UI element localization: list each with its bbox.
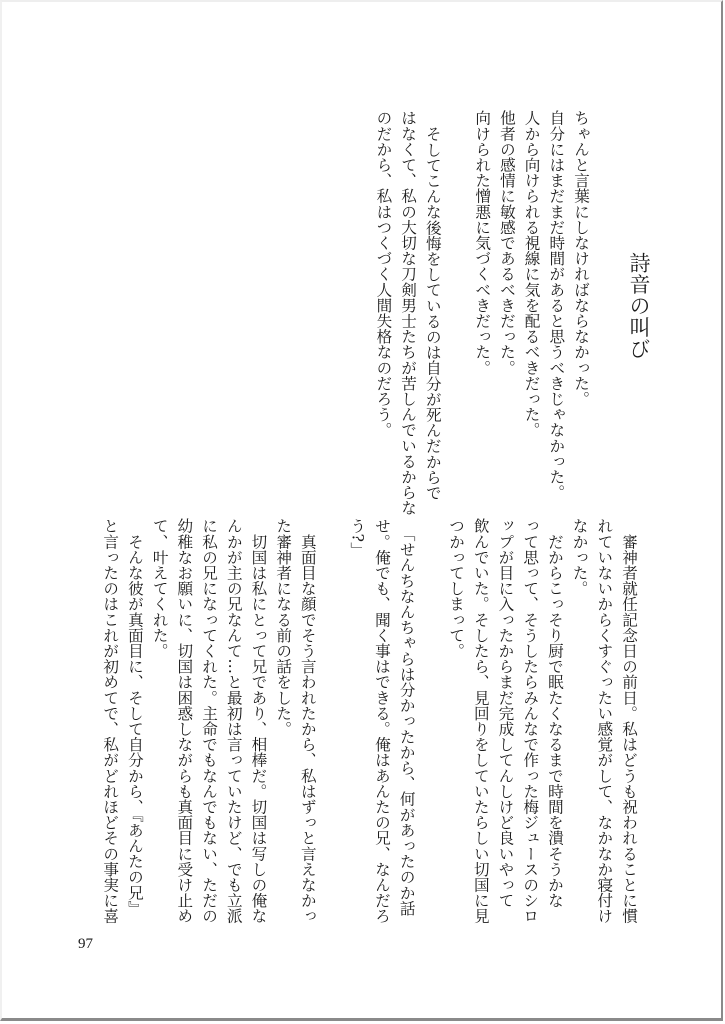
page-number: 97 (78, 936, 93, 952)
text-line: に私の兄になってくれた。主命でもなんでもない、ただの (200, 518, 219, 924)
text-line: そんな彼が真面目に、そして自分から、『あんたの兄』 (125, 518, 144, 916)
blank-line (320, 518, 345, 928)
text-line: 自分にはまだまだ時間があると思うべきじゃなかった。 (547, 110, 566, 500)
chapter-title: 詩音の叫び (627, 252, 651, 360)
blank-line (445, 110, 470, 510)
blank-line (419, 518, 444, 928)
text-line: 他者の感情に敏感であるべきだった。 (497, 110, 516, 376)
text-line: 飲んでいた。そしたら、見回りをしていたらしい切国に見 (471, 518, 490, 924)
text-line: て、叶えてくれた。 (150, 518, 169, 659)
lower-text-block (98, 518, 641, 928)
text-line: う?」 (348, 518, 367, 558)
text-line: れていないからくすぐったい感覚がして、なかなか寝付け (595, 518, 614, 924)
text-line: のだから、私はつくづく人間失格なのだろう。 (374, 110, 393, 438)
text-line: だからこっそり厨で眠たくなるまで時間を潰そうかな (545, 518, 564, 908)
text-line: ップが目に入ったからまだ完成してんしけど良いやって (496, 518, 515, 908)
text-line: なかった。 (570, 518, 589, 596)
text-line: た審神者になる前の話をした。 (274, 518, 293, 737)
text-line: せ。俺でも、聞く事はできる。俺はあんたの兄、なんだろ (372, 518, 391, 924)
text-line: 人から向けられる視線に気を配るべきだった。 (522, 110, 541, 438)
text-line: って思って、そうしたらみんなで作った梅ジュースのシロ (521, 518, 540, 924)
text-line: んかが主の兄なんて…と最初は言っていたけど、でも立派 (224, 518, 243, 924)
text-line: ちゃんと言葉にしなければならなかった。 (572, 110, 590, 407)
text-line: 切国は私にとって兄であり、相棒だ。切国は写しの俺な (249, 518, 268, 924)
upper-text-block (371, 110, 593, 516)
text-line: はなくて、私の大切な刀剣男士たちが苦しんでいるからな (399, 110, 418, 516)
text-line: 向けられた憎悪に気づくべきだった。 (473, 110, 492, 376)
text-line: 真面目な顔でそう言われたから、私はずっと言えなかっ (298, 518, 317, 924)
text-line: と言ったのはこれが初めてで、私がどれほどその事実に喜 (101, 518, 120, 924)
text-line: 「せんちなんちゃらは分かったから、何があったのか話 (397, 518, 416, 916)
text-line: そしてこんな後悔をしているのは自分が死んだからで (423, 125, 442, 500)
text-line: 幼稚なお願いに、切国は困惑しながらも真面目に受け止め (175, 518, 194, 924)
text-line: 審神者就任記念日の前日。私はどうも祝われることに慣 (620, 518, 638, 924)
text-line: つかってしまって。 (447, 518, 466, 659)
